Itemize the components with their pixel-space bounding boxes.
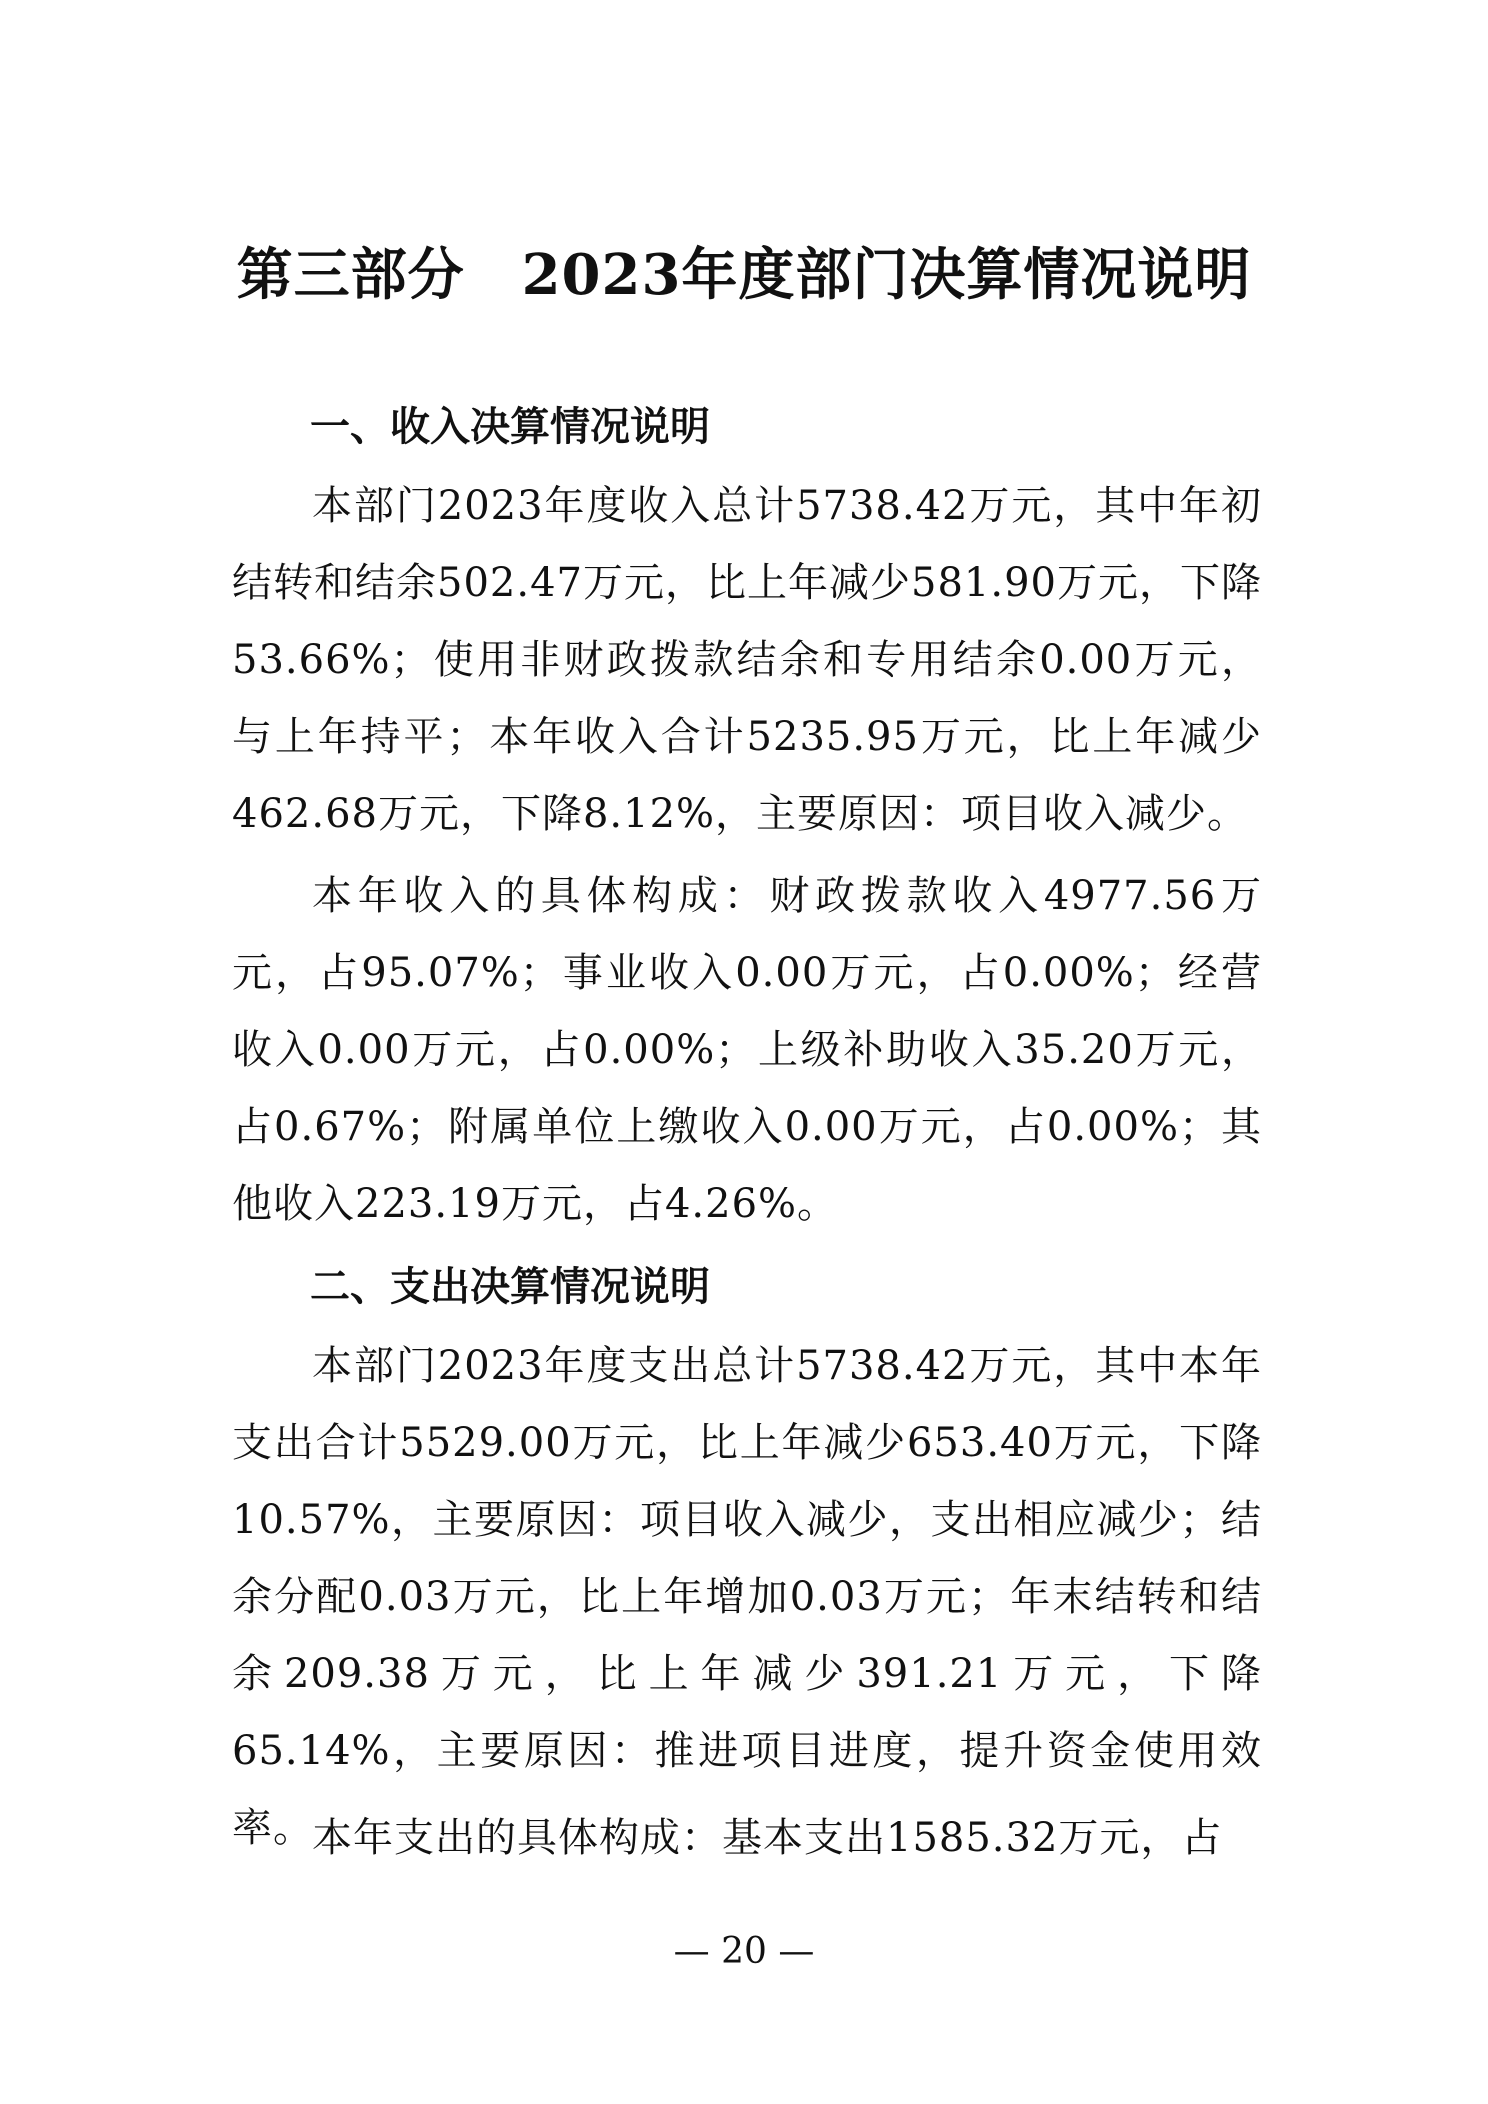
- section-heading-expenditure: 二、支出决算情况说明: [310, 1263, 710, 1310]
- paragraph-income-total: 本部门2023年度收入总计5738.42万元，其中年初结转和结余502.47万元，比上年减少581.90万元，下降53.66%；使用非财政拨款结余和专用结余0.00万元，与上年持平；本年收入合计5235.95万元，比上年减少462.68万元，下降8.12%，主要原因：项目收入减少。: [232, 483, 1262, 837]
- page-title: 第三部分 2023年度部门决算情况说明: [236, 242, 1252, 308]
- page-number: — 20 —: [673, 1931, 815, 1972]
- paragraph-expenditure-composition: 本年支出的具体构成：基本支出1585.32万元，占: [312, 1815, 1223, 1861]
- section-heading-income: 一、收入决算情况说明: [310, 403, 710, 450]
- paragraph-expenditure-total: 本部门2023年度支出总计5738.42万元，其中本年支出合计5529.00万元，比上年减少653.40万元，下降10.57%，主要原因：项目收入减少，支出相应减少；结余分配0.03万元，比上年增加0.03万元；年末结转和结余209.38万元，比上年减少391.21万元，下降65.14%，主要原因：推进项目进度，提升资金使用效率。: [232, 1343, 1262, 1851]
- paragraph-income-composition: 本年收入的具体构成：财政拨款收入4977.56万元，占95.07%；事业收入0.00万元，占0.00%；经营收入0.00万元，占0.00%；上级补助收入35.20万元，占0.67%；附属单位上缴收入0.00万元，占0.00%；其他收入223.19万元，占4.26%。: [232, 873, 1262, 1227]
